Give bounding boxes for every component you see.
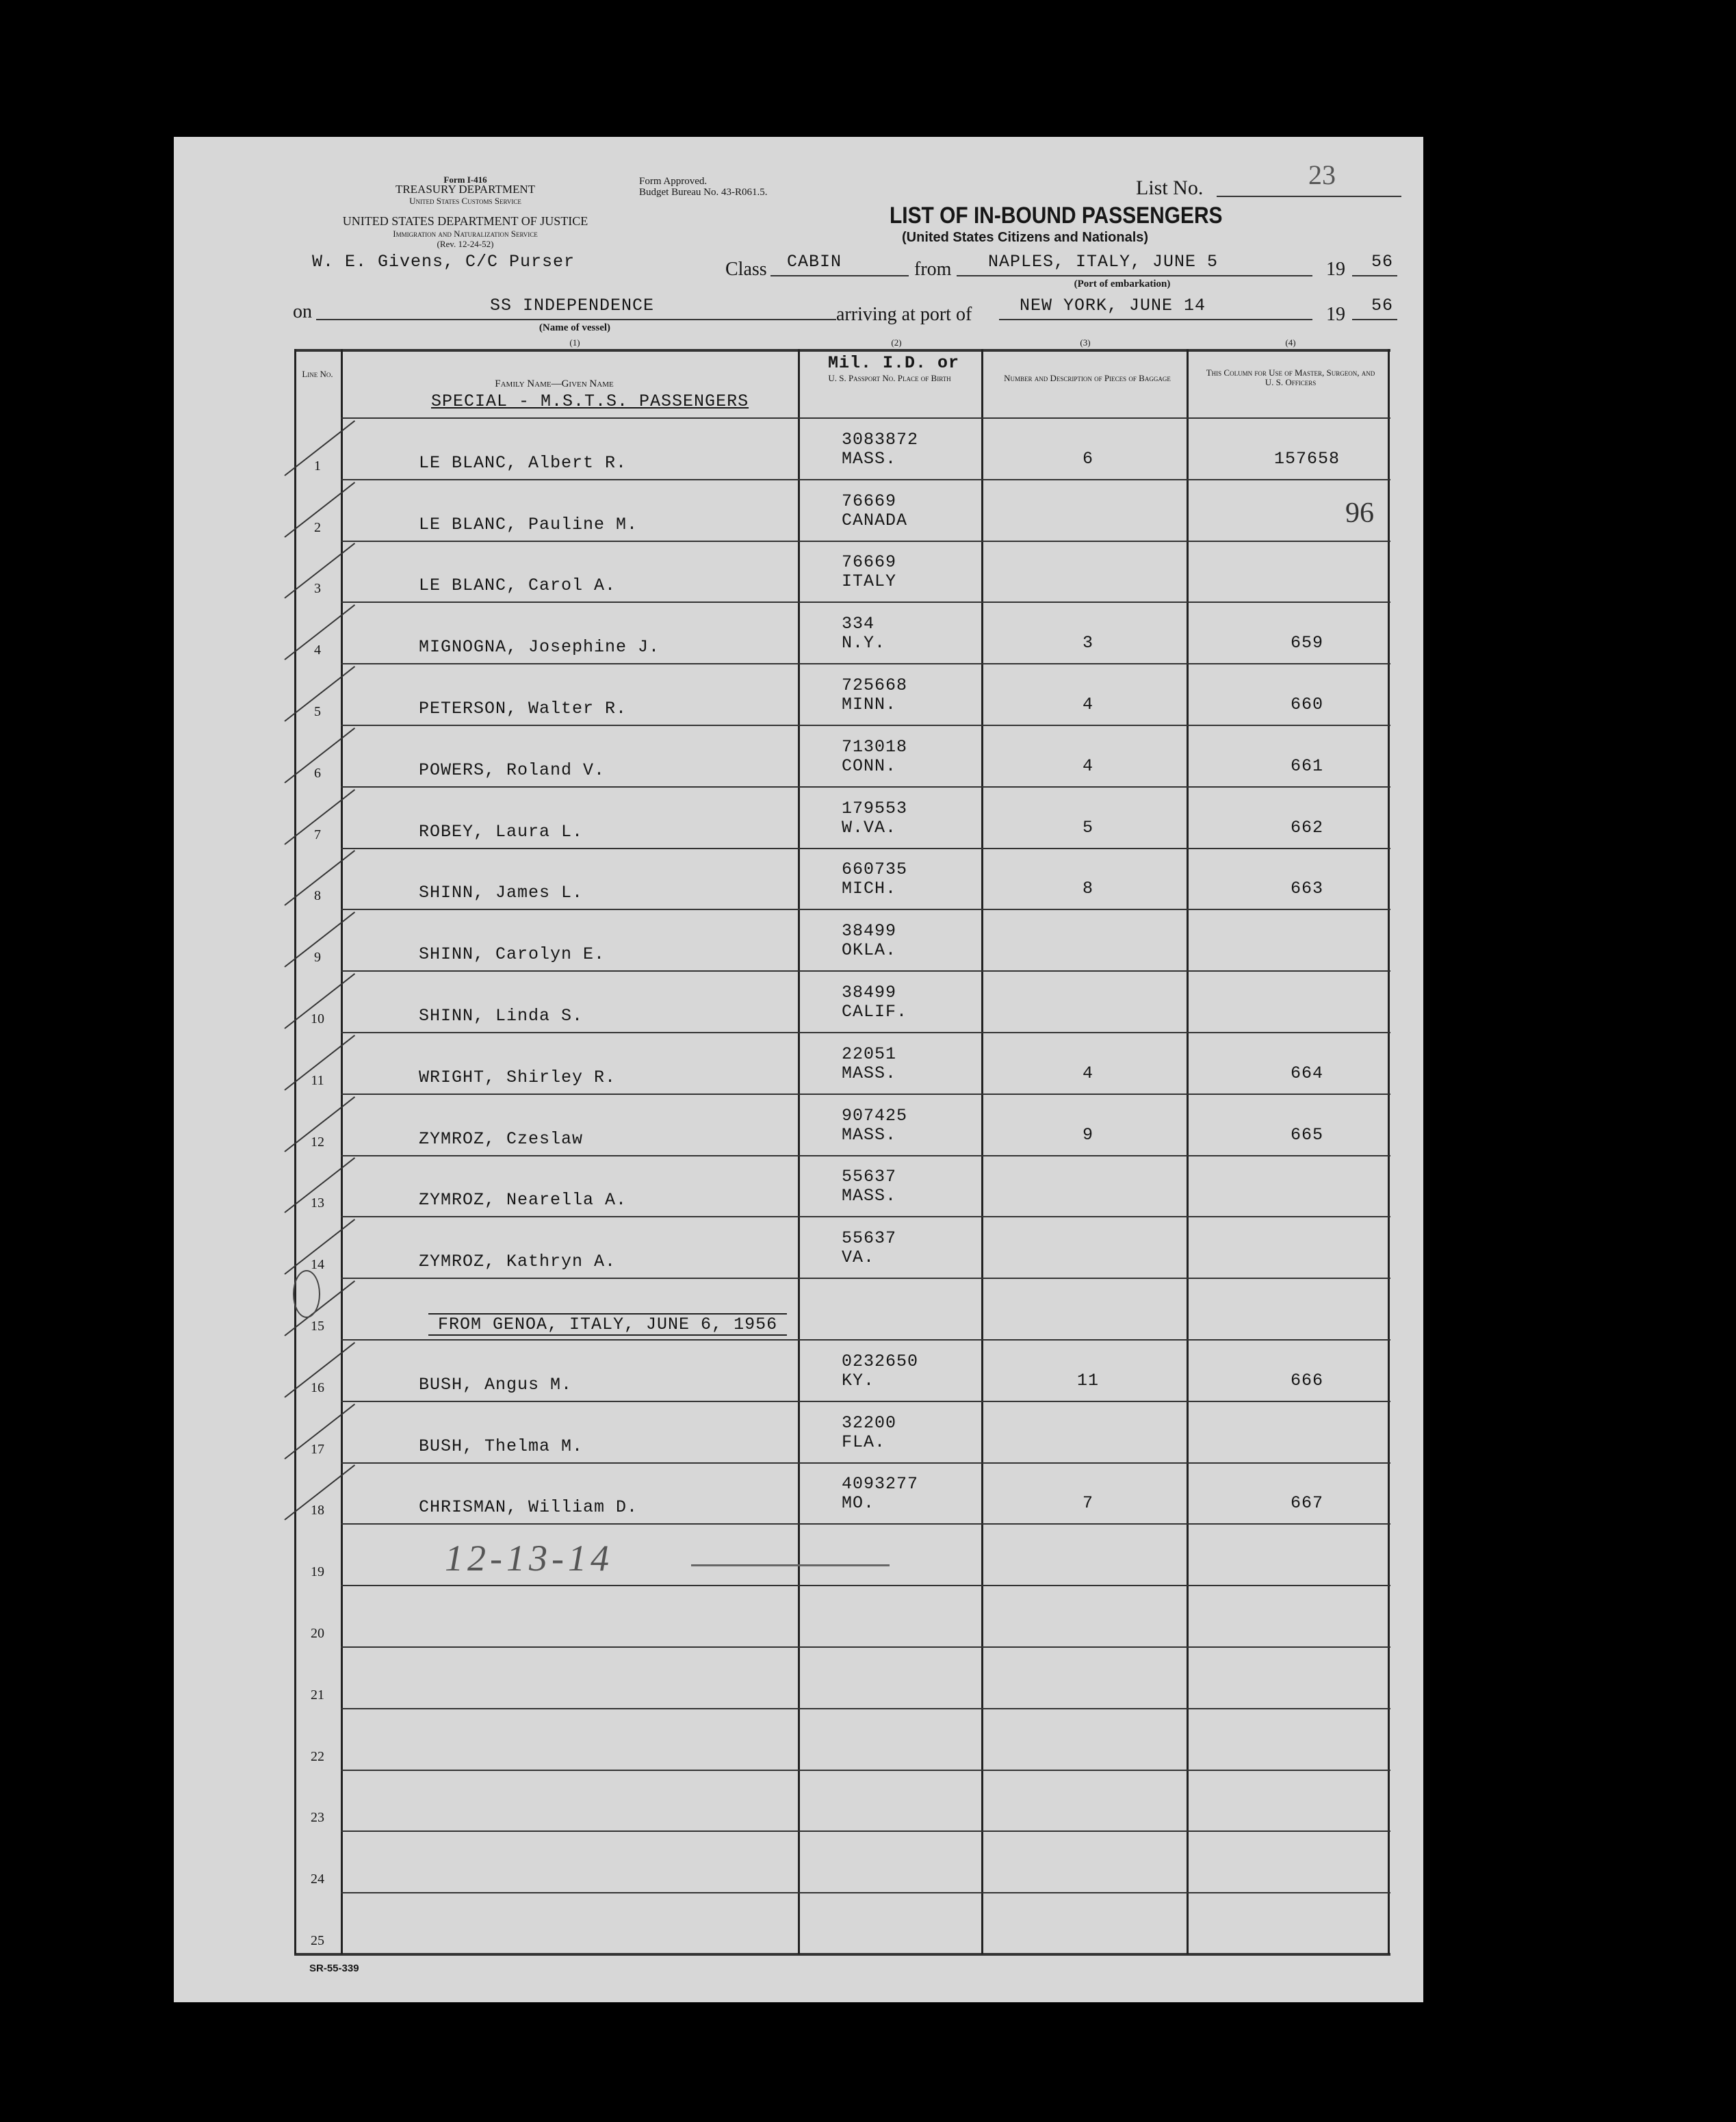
row-divider xyxy=(341,1094,1390,1095)
arrival-year: 56 xyxy=(1371,296,1394,315)
row-divider xyxy=(341,601,1390,603)
baggage-count: 11 xyxy=(1076,1370,1099,1390)
passport-id: 22051 xyxy=(842,1044,897,1064)
line-number: 18 xyxy=(311,1503,324,1518)
row-divider xyxy=(341,1216,1390,1217)
line-number: 4 xyxy=(314,643,321,658)
line-number: 12 xyxy=(311,1134,324,1150)
table-right-border xyxy=(1388,349,1390,1954)
passenger-name: ROBEY, Laura L. xyxy=(419,821,584,842)
line-number: 17 xyxy=(311,1441,324,1457)
column-number-2: (2) xyxy=(891,337,902,348)
vessel-caption: (Name of vessel) xyxy=(539,322,611,333)
column-number-3: (3) xyxy=(1080,337,1091,348)
passenger-name: PETERSON, Walter R. xyxy=(419,699,627,719)
place-of-birth: CONN. xyxy=(842,755,897,776)
vessel-underline xyxy=(316,319,836,320)
form-approved: Form Approved. xyxy=(639,176,708,187)
row-divider xyxy=(341,541,1390,542)
officer-number: 664 xyxy=(1290,1063,1323,1083)
passport-id: 4093277 xyxy=(842,1474,919,1495)
arriving-label: arriving at port of xyxy=(836,304,972,325)
baggage-count: 9 xyxy=(1082,1124,1093,1145)
passenger-name: BUSH, Thelma M. xyxy=(419,1436,584,1456)
from-year-prefix: 19 xyxy=(1326,259,1345,280)
row-divider xyxy=(341,848,1390,849)
on-label: on xyxy=(293,301,312,322)
passenger-name: ZYMROZ, Nearella A. xyxy=(419,1190,627,1211)
divider-line-no xyxy=(341,349,343,1954)
revision-label: (Rev. 12-24-52) xyxy=(437,239,494,249)
row-divider xyxy=(341,1830,1390,1832)
port-embark-caption: (Port of embarkation) xyxy=(1074,279,1171,289)
line-number: 9 xyxy=(314,950,321,966)
class-value: CABIN xyxy=(787,252,842,272)
col-header-name-sub: SPECIAL - M.S.T.S. PASSENGERS xyxy=(431,391,749,411)
passenger-name: LE BLANC, Pauline M. xyxy=(419,514,638,534)
passport-id: 334 xyxy=(842,614,875,634)
baggage-count: 8 xyxy=(1082,879,1093,899)
divider-id xyxy=(981,349,983,1954)
line-number: 19 xyxy=(311,1564,324,1580)
col-header-name: Family Name—Given Name xyxy=(495,378,614,389)
row-divider xyxy=(341,479,1390,480)
officer-number: 667 xyxy=(1290,1493,1323,1514)
from-year-underline xyxy=(1352,275,1397,276)
row-divider xyxy=(341,725,1390,726)
col-header-officers: This Column for Use of Master, Surgeon, and U. S. Officers xyxy=(1206,367,1375,387)
line-number: 14 xyxy=(311,1257,324,1273)
handwritten-scribble xyxy=(691,1564,890,1566)
baggage-count: 6 xyxy=(1082,448,1093,469)
row-divider xyxy=(341,663,1390,664)
officer-number: 157658 xyxy=(1273,448,1340,469)
col-header-id-typed: Mil. I.D. or xyxy=(828,353,960,373)
place-of-birth: ITALY xyxy=(842,571,897,592)
place-of-birth: CALIF. xyxy=(842,1002,908,1022)
place-of-birth: MO. xyxy=(842,1493,875,1514)
passenger-name: LE BLANC, Albert R. xyxy=(419,452,627,473)
place-of-birth: FLA. xyxy=(842,1432,886,1452)
row-divider xyxy=(341,1585,1390,1586)
passenger-name: POWERS, Roland V. xyxy=(419,760,606,780)
place-of-birth: VA. xyxy=(842,1247,875,1268)
passenger-table xyxy=(294,349,1390,1954)
class-underline xyxy=(770,275,909,276)
passport-id: 38499 xyxy=(842,921,897,942)
officer-number: 661 xyxy=(1290,755,1323,776)
list-no-underline xyxy=(1217,196,1401,197)
place-of-birth: MASS. xyxy=(842,1186,897,1206)
customs-label: United States Customs Service xyxy=(409,196,521,206)
class-label: Class xyxy=(725,259,767,280)
table-bottom-border xyxy=(294,1953,1390,1956)
arrival-value: NEW YORK, JUNE 14 xyxy=(1020,296,1206,315)
officer-number: 660 xyxy=(1290,695,1323,714)
place-of-birth: W.VA. xyxy=(842,817,897,838)
justice-label: UNITED STATES DEPARTMENT OF JUSTICE xyxy=(342,214,588,228)
place-of-birth: MASS. xyxy=(842,1124,897,1145)
line-number: 15 xyxy=(311,1319,324,1334)
passenger-name: ZYMROZ, Czeslaw xyxy=(419,1128,584,1149)
passport-id: 55637 xyxy=(842,1167,897,1187)
baggage-count: 5 xyxy=(1082,817,1093,838)
row-divider xyxy=(341,1523,1390,1525)
divider-baggage xyxy=(1187,349,1189,1954)
passport-id: 3083872 xyxy=(842,429,919,450)
row-divider xyxy=(341,1770,1390,1771)
officer-number: 659 xyxy=(1290,633,1323,654)
line-number: 25 xyxy=(311,1933,324,1948)
row-divider xyxy=(341,1155,1390,1156)
passenger-name: WRIGHT, Shirley R. xyxy=(419,1067,617,1087)
passenger-name: SHINN, James L. xyxy=(419,883,584,903)
line-number: 16 xyxy=(311,1380,324,1395)
passport-id: 0232650 xyxy=(842,1351,919,1371)
handwritten-bottom-note: 12-13-14 xyxy=(445,1538,613,1579)
baggage-count: 7 xyxy=(1082,1493,1093,1514)
ins-label: Immigration and Naturalization Service xyxy=(393,229,538,239)
row-divider xyxy=(341,1462,1390,1464)
list-no-value: 23 xyxy=(1308,159,1336,190)
passenger-name: ZYMROZ, Kathryn A. xyxy=(419,1252,617,1272)
passenger-name: CHRISMAN, William D. xyxy=(419,1497,638,1518)
line-number: 10 xyxy=(311,1011,324,1026)
passport-id: 725668 xyxy=(842,675,908,695)
passport-id: 55637 xyxy=(842,1228,897,1249)
passport-id: 76669 xyxy=(842,491,897,511)
col-header-line: Line No. xyxy=(302,369,333,379)
row-divider xyxy=(341,1646,1390,1648)
row-divider xyxy=(341,1892,1390,1893)
line-number: 8 xyxy=(314,888,321,904)
row-divider xyxy=(341,786,1390,788)
line-number: 1 xyxy=(314,458,321,474)
treasury-label: TREASURY DEPARTMENT xyxy=(395,183,536,196)
from-label: from xyxy=(914,259,952,280)
officer-number: 662 xyxy=(1290,817,1323,838)
from-underline xyxy=(957,275,1312,276)
line-15-circle xyxy=(293,1270,320,1318)
line-number: 7 xyxy=(314,827,321,842)
passport-id: 907425 xyxy=(842,1105,908,1126)
place-of-birth: MICH. xyxy=(842,879,897,899)
place-of-birth: MINN. xyxy=(842,695,897,714)
arrival-year-prefix: 19 xyxy=(1326,304,1345,325)
baggage-count: 4 xyxy=(1082,755,1093,776)
vessel-name: SS INDEPENDENCE xyxy=(490,296,655,315)
arrival-underline xyxy=(999,319,1312,320)
row-divider xyxy=(341,1339,1390,1341)
row-divider xyxy=(341,1278,1390,1279)
col-header-baggage: Number and Description of Pieces of Baggage xyxy=(1004,373,1171,383)
line-number: 22 xyxy=(311,1748,324,1764)
officer-number: 666 xyxy=(1290,1370,1323,1390)
baggage-count: 3 xyxy=(1082,633,1093,654)
handwritten-margin-note: 96 xyxy=(1345,497,1374,529)
passport-id: 32200 xyxy=(842,1412,897,1433)
page-title: LIST OF IN-BOUND PASSENGERS xyxy=(890,203,1223,229)
line-number: 13 xyxy=(311,1195,324,1211)
passenger-name: SHINN, Linda S. xyxy=(419,1006,584,1026)
passport-id: 179553 xyxy=(842,798,908,818)
place-of-birth: MASS. xyxy=(842,448,897,469)
passport-id: 713018 xyxy=(842,736,908,757)
from-year: 56 xyxy=(1371,252,1394,272)
arrival-year-underline xyxy=(1352,319,1397,320)
line-number: 6 xyxy=(314,765,321,781)
section-heading: FROM GENOA, ITALY, JUNE 6, 1956 xyxy=(428,1313,787,1336)
form-number: Form I-416 xyxy=(443,174,487,185)
row-divider xyxy=(341,970,1390,972)
column-number-1: (1) xyxy=(569,337,580,348)
place-of-birth: MASS. xyxy=(842,1063,897,1083)
row-divider xyxy=(341,1032,1390,1033)
row-divider xyxy=(341,1708,1390,1709)
place-of-birth: OKLA. xyxy=(842,940,897,961)
place-of-birth: KY. xyxy=(842,1370,875,1390)
purser-name: W. E. Givens, C/C Purser xyxy=(312,252,575,272)
col-header-id-printed: U. S. Passport No. Place of Birth xyxy=(828,373,951,383)
baggage-count: 4 xyxy=(1082,1063,1093,1083)
row-divider xyxy=(341,1401,1390,1402)
from-value: NAPLES, ITALY, JUNE 5 xyxy=(988,252,1219,272)
line-number: 20 xyxy=(311,1626,324,1641)
budget-bureau: Budget Bureau No. 43-R061.5. xyxy=(639,187,768,198)
passenger-name: BUSH, Angus M. xyxy=(419,1374,573,1395)
list-no-label: List No. xyxy=(1136,177,1204,199)
baggage-count: 4 xyxy=(1082,695,1093,714)
divider-name xyxy=(798,349,800,1954)
place-of-birth: CANADA xyxy=(842,510,908,530)
line-number: 3 xyxy=(314,581,321,597)
header-bottom-line xyxy=(341,417,1390,419)
line-number: 21 xyxy=(311,1687,324,1703)
officer-number: 665 xyxy=(1290,1124,1323,1145)
footer-code: SR-55-339 xyxy=(309,1963,359,1974)
place-of-birth: N.Y. xyxy=(842,633,886,654)
passport-id: 660735 xyxy=(842,859,908,880)
passport-id: 76669 xyxy=(842,552,897,573)
line-number: 23 xyxy=(311,1810,324,1826)
passenger-name: LE BLANC, Carol A. xyxy=(419,575,617,596)
line-number: 5 xyxy=(314,704,321,719)
column-number-4: (4) xyxy=(1285,337,1296,348)
line-number: 2 xyxy=(314,519,321,535)
passenger-name: SHINN, Carolyn E. xyxy=(419,944,606,965)
row-divider xyxy=(341,909,1390,910)
passport-id: 38499 xyxy=(842,983,897,1002)
officer-number: 663 xyxy=(1290,879,1323,899)
page-subtitle: (United States Citizens and Nationals) xyxy=(902,230,1149,245)
passenger-name: MIGNOGNA, Josephine J. xyxy=(419,637,660,658)
table-top-border xyxy=(294,349,1390,352)
line-number: 11 xyxy=(311,1072,324,1088)
line-number: 24 xyxy=(311,1872,324,1887)
